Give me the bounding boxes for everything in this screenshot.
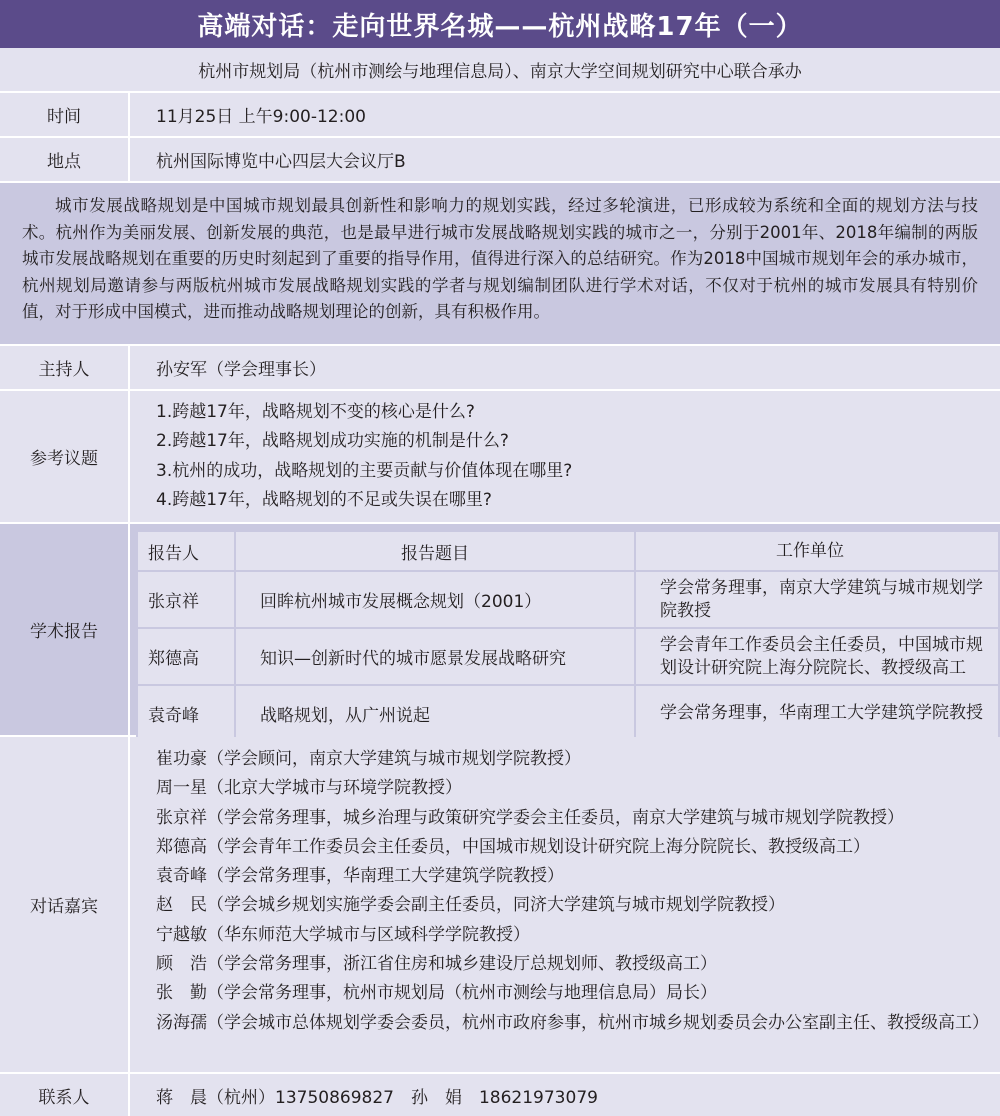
- header-topic: 报告题目: [235, 531, 635, 571]
- report-unit: 学会青年工作委员会主任委员，中国城市规划设计研究院上海分院院长、教授级高工: [635, 628, 999, 685]
- time-row: [0, 93, 1000, 138]
- table-row: [137, 628, 999, 685]
- reports-label: 学术报告: [0, 524, 130, 735]
- guests-row: [0, 737, 1000, 1074]
- location-value: 杭州国际博览中心四层大会议厅B: [130, 138, 1000, 181]
- guest-name: 崔功豪: [156, 749, 207, 769]
- report-speaker: 张京祥: [137, 571, 235, 628]
- guest-affiliation: （学会顾问，南京大学建筑与城市规划学院教授）: [207, 749, 581, 769]
- topic-item: 1.跨越17年，战略规划不变的核心是什么?: [156, 401, 475, 422]
- list-item: [156, 774, 996, 803]
- topics-row: [0, 391, 1000, 524]
- list-item: [156, 921, 996, 950]
- location-row: [0, 138, 1000, 183]
- guest-name: 顾 浩: [156, 954, 207, 975]
- list-item: [156, 979, 996, 1008]
- guests-label: 对话嘉宾: [0, 737, 130, 1072]
- time-label: 时间: [0, 93, 130, 136]
- report-topic: 知识—创新时代的城市愿景发展战略研究: [235, 628, 635, 685]
- report-unit: 学会常务理事，南京大学建筑与城市规划学院教授: [635, 571, 999, 628]
- guest-affiliation: （学会青年工作委员会主任委员，中国城市规划设计研究院上海分院院长、教授级高工）: [207, 836, 870, 857]
- contact-value: 蒋 晨（杭州）13750869827 孙 娟 18621973079: [130, 1074, 1000, 1116]
- guest-name: 周一星: [156, 778, 207, 799]
- topic-item: 2.跨越17年，战略规划成功实施的机制是什么?: [156, 431, 509, 451]
- topics-list: [130, 391, 1000, 522]
- contact-row: [0, 1074, 1000, 1116]
- list-item: [156, 745, 996, 774]
- list-item: [156, 862, 996, 891]
- report-topic: 回眸杭州城市发展概念规划（2001）: [235, 571, 635, 628]
- intro-block: [0, 183, 1000, 346]
- table-row: [137, 685, 999, 742]
- topic-item: 3.杭州的成功，战略规划的主要贡献与价值体现在哪里?: [156, 460, 573, 481]
- reports-row: [0, 524, 1000, 737]
- guest-affiliation: （华东师范大学城市与区域科学学院教授）: [207, 924, 530, 945]
- guest-name: 张 勤: [156, 983, 207, 1004]
- report-speaker: 郑德高: [137, 628, 235, 685]
- report-speaker: 袁奇峰: [137, 685, 235, 742]
- list-item: [156, 950, 996, 979]
- guest-name: 宁越敏: [156, 924, 207, 945]
- guest-name: 张京祥: [156, 807, 207, 828]
- guest-affiliation: （学会城市总体规划学委会委员，杭州市政府参事，杭州市城乡规划委员会办公室副主任、教授级高工）: [207, 1012, 989, 1033]
- location-label: 地点: [0, 138, 130, 181]
- time-value: 11月25日 上午9:00-12:00: [130, 93, 1000, 136]
- guest-name: 汤海孺: [156, 1012, 207, 1033]
- reports-table: [136, 530, 1000, 743]
- table-row: [137, 571, 999, 628]
- guest-affiliation: （学会常务理事，华南理工大学建筑学院教授）: [207, 866, 564, 887]
- header-speaker: 报告人: [137, 531, 235, 571]
- host-row: [0, 346, 1000, 391]
- host-value: 孙安军（学会理事长）: [130, 346, 1000, 389]
- page-title: 高端对话：走向世界名城——杭州战略17年（一）: [0, 0, 1000, 48]
- guest-name: 袁奇峰: [156, 866, 207, 887]
- report-unit: 学会常务理事，华南理工大学建筑学院教授: [635, 685, 999, 742]
- intro-text: 城市发展战略规划是中国城市规划最具创新性和影响力的规划实践，经过多轮演进，已形成较为系统和全面的规划方法与技术。杭州作为美丽发展、创新发展的典范，也是最早进行城市发展战略规划实践的城市之一，分别于2001年、2018年编制的两版城市发展战略规划在重要的历史时刻起到了重要的指导作用，值得进行深入的总结研究。作为2018中国城市规划年会的承办城市，杭州规划局邀请参与两版杭州城市发展战略规划实践的学者与规划编制团队进行学术对话，不仅对于杭州的城市发展具有特别价值，对于形成中国模式，进而推动战略规划理论的创新，具有积极作用。: [22, 196, 978, 321]
- list-item: [156, 891, 996, 920]
- list-item: [156, 833, 996, 862]
- guest-affiliation: （学会常务理事，杭州市规划局（杭州市测绘与地理信息局）局长）: [207, 983, 717, 1004]
- report-topic: 战略规划，从广州说起: [235, 685, 635, 742]
- host-label: 主持人: [0, 346, 130, 389]
- reports-table-wrap: [130, 524, 1000, 735]
- list-item: [156, 804, 996, 833]
- guest-affiliation: （学会常务理事，浙江省住房和城乡建设厅总规划师、教授级高工）: [207, 954, 717, 975]
- guest-affiliation: （学会城乡规划实施学委会副主任委员，同济大学建筑与城市规划学院教授）: [207, 895, 785, 916]
- topics-label: 参考议题: [0, 391, 130, 522]
- guest-name: 郑德高: [156, 836, 207, 857]
- guest-affiliation: （北京大学城市与环境学院教授）: [207, 778, 462, 799]
- guest-name: 赵 民: [156, 895, 207, 916]
- organizer-line: 杭州市规划局（杭州市测绘与地理信息局）、南京大学空间规划研究中心联合承办: [0, 48, 1000, 93]
- header-unit: 工作单位: [635, 531, 999, 571]
- list-item: [156, 1009, 996, 1038]
- topic-item: 4.跨越17年，战略规划的不足或失误在哪里?: [156, 490, 492, 510]
- reports-header-row: [137, 531, 999, 571]
- guest-affiliation: （学会常务理事，城乡治理与政策研究学委会主任委员，南京大学建筑与城市规划学院教授）: [207, 807, 904, 828]
- contact-label: 联系人: [0, 1074, 130, 1116]
- guests-list: [130, 737, 1000, 1072]
